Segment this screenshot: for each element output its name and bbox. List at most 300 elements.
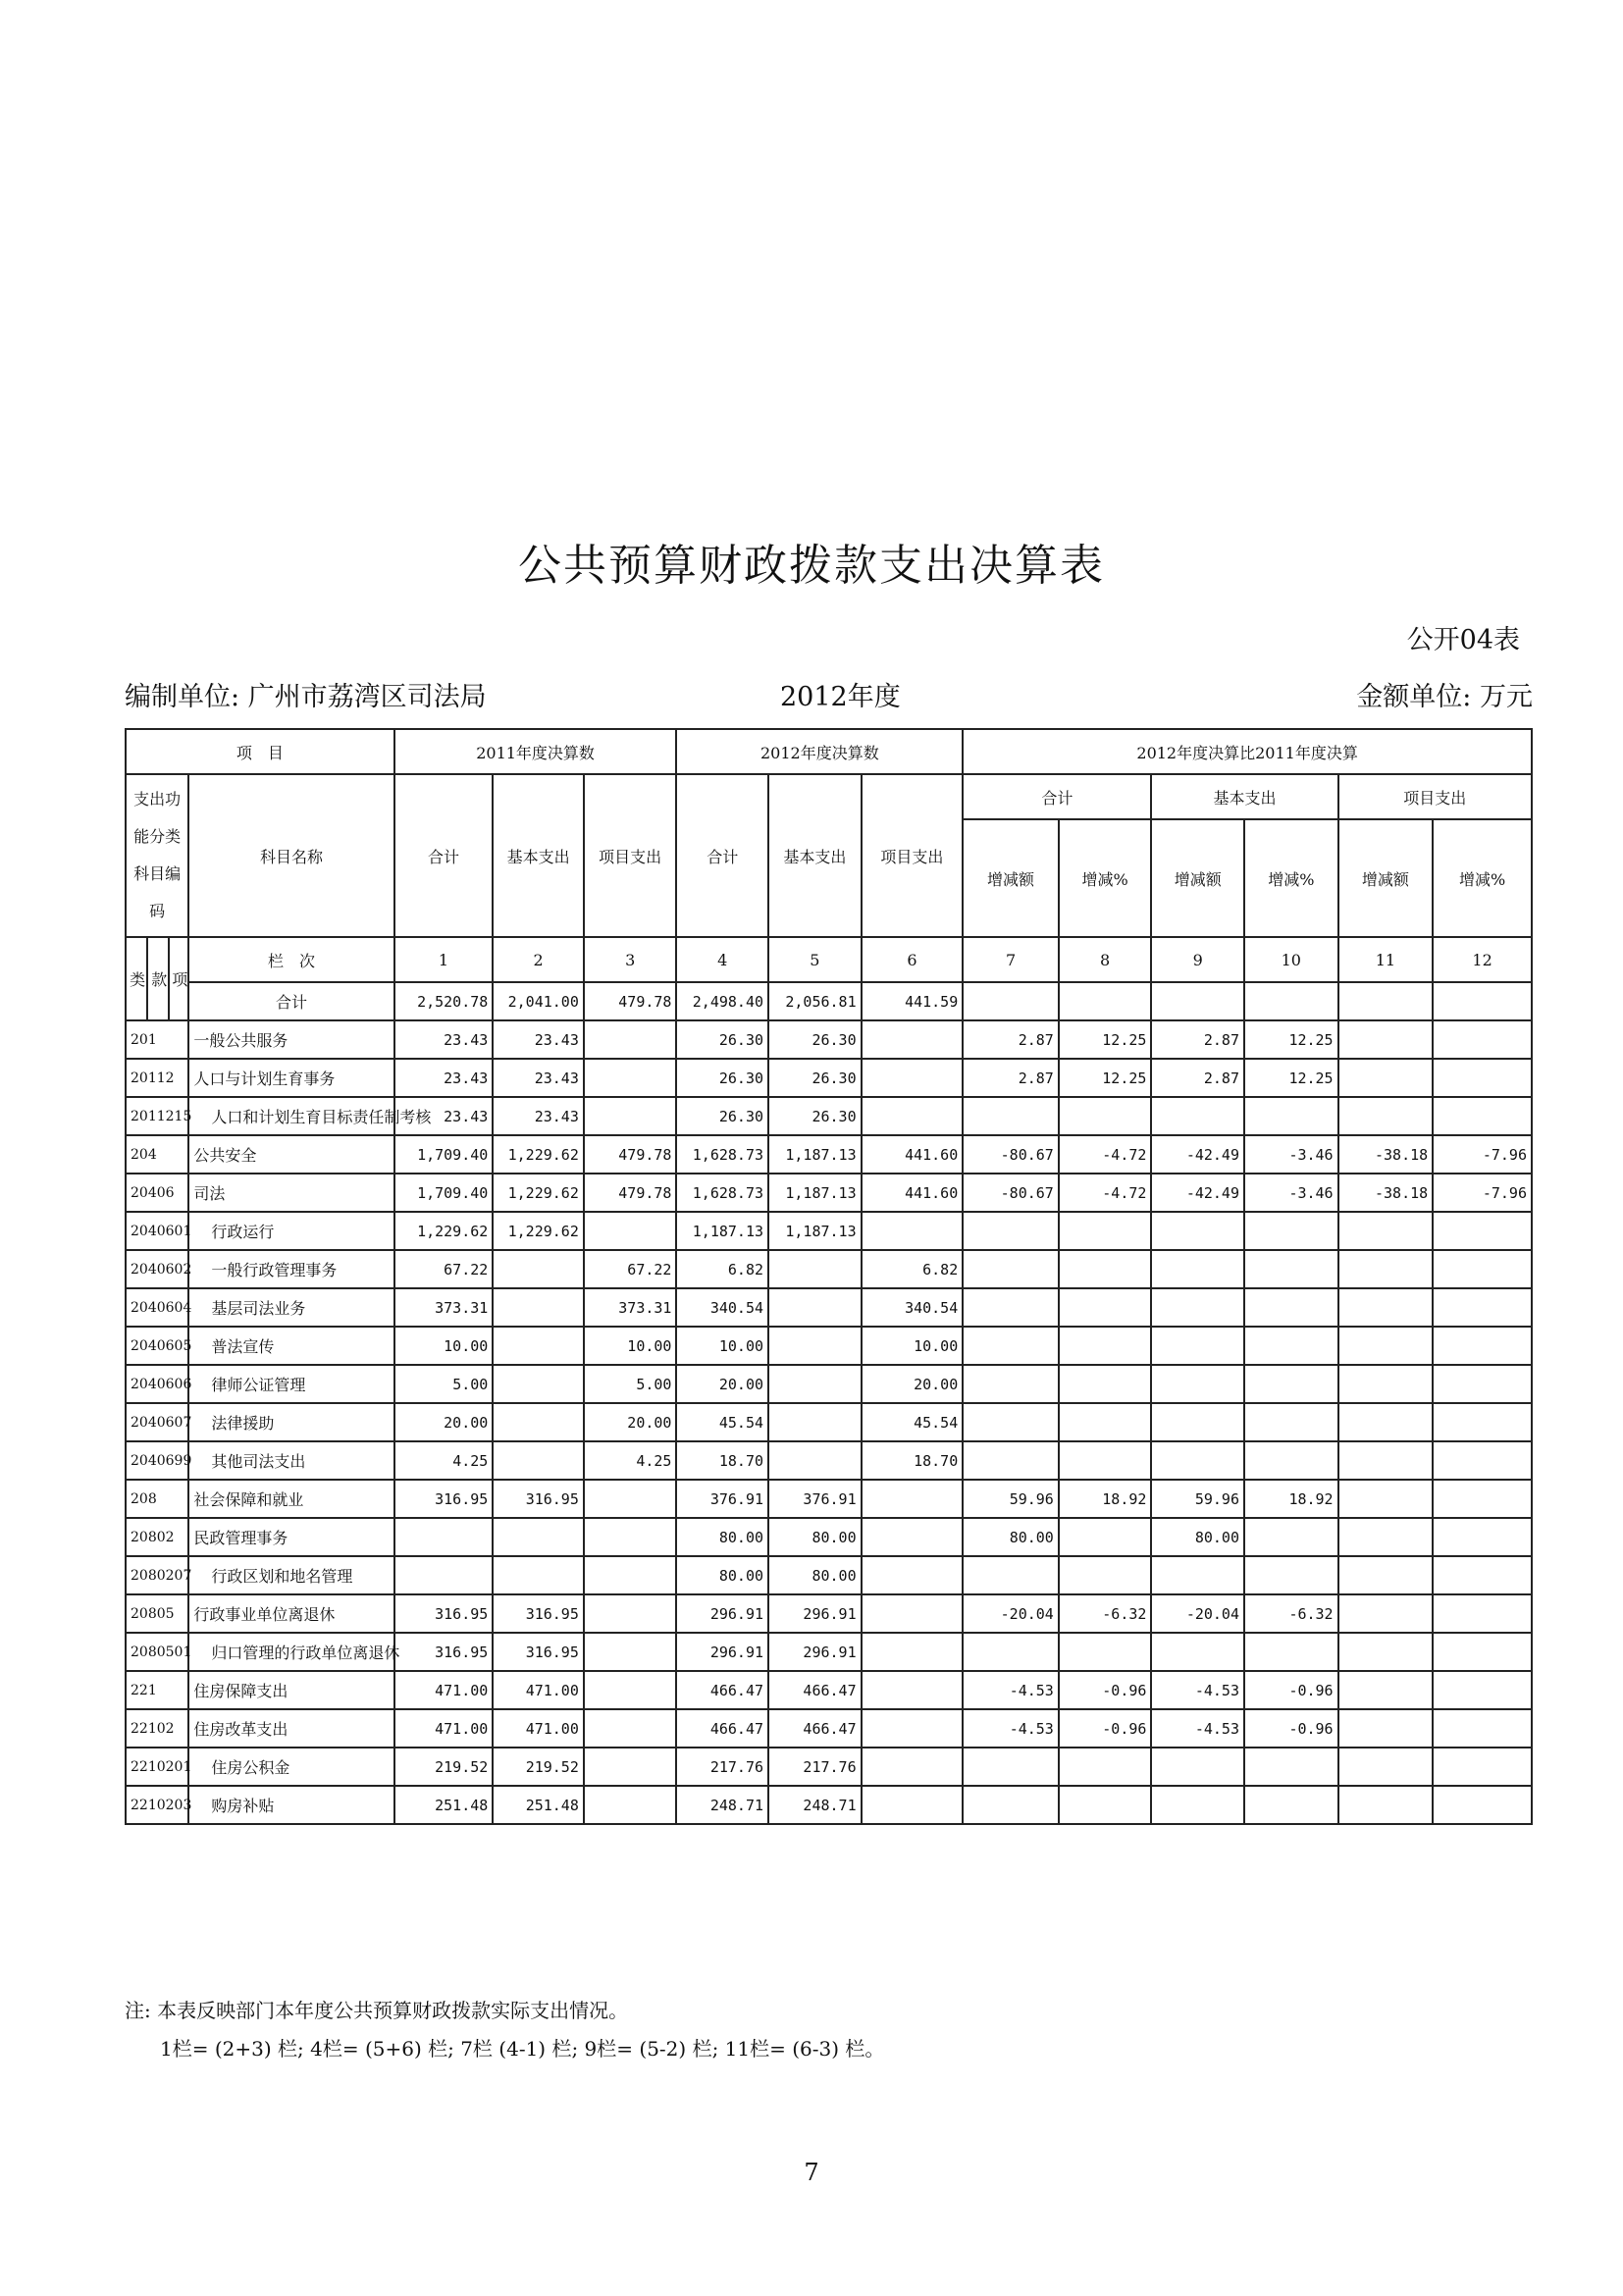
row-value: 316.95	[394, 1594, 494, 1633]
row-value	[1244, 1288, 1338, 1327]
row-value: 466.47	[676, 1709, 768, 1748]
row-value: 376.91	[768, 1480, 862, 1518]
row-value	[1151, 1633, 1244, 1671]
row-value: 1,229.62	[493, 1174, 584, 1212]
row-value: 296.91	[768, 1633, 862, 1671]
row-value: 12.25	[1059, 1020, 1152, 1059]
row-value: 80.00	[676, 1556, 768, 1594]
row-name: 归口管理的行政单位离退休	[188, 1633, 393, 1671]
row-value: 20.00	[862, 1365, 964, 1403]
row-value: -80.67	[963, 1174, 1059, 1212]
row-value: -4.72	[1059, 1174, 1152, 1212]
row-value	[1338, 1709, 1434, 1748]
column-number: 2	[493, 937, 584, 982]
header-2012-project: 项目支出	[862, 774, 964, 937]
row-value	[1338, 1671, 1434, 1709]
row-value: -38.18	[1338, 1135, 1434, 1174]
row-value: 466.47	[676, 1671, 768, 1709]
row-value	[1433, 1327, 1532, 1365]
row-value: 23.43	[394, 1097, 494, 1135]
header-2011-total: 合计	[394, 774, 494, 937]
row-value	[862, 1212, 964, 1250]
row-value	[1151, 1288, 1244, 1327]
row-value	[1151, 1097, 1244, 1135]
row-value	[963, 1633, 1059, 1671]
row-value	[1059, 1633, 1152, 1671]
row-code: 2080501	[126, 1633, 188, 1671]
row-code: 2040604	[126, 1288, 188, 1327]
table-row	[126, 1174, 1532, 1212]
row-value	[862, 1709, 964, 1748]
column-number: 12	[1433, 937, 1532, 982]
row-value: 26.30	[768, 1097, 862, 1135]
row-name: 住房保障支出	[188, 1671, 393, 1709]
row-name: 公共安全	[188, 1135, 393, 1174]
budget-table	[125, 728, 1533, 1825]
total-value: 2,520.78	[394, 982, 494, 1020]
row-value: 59.96	[963, 1480, 1059, 1518]
row-name: 一般行政管理事务	[188, 1250, 393, 1288]
row-value: 12.25	[1244, 1020, 1338, 1059]
row-value	[1338, 1633, 1434, 1671]
row-code: 2210203	[126, 1786, 188, 1824]
row-value: 45.54	[862, 1403, 964, 1441]
table-row	[126, 1097, 1532, 1135]
header-inc-pct: 增减%	[1244, 819, 1338, 937]
row-value: 217.76	[676, 1748, 768, 1786]
row-value: -6.32	[1059, 1594, 1152, 1633]
header-cmp-project: 项目支出	[1338, 774, 1532, 819]
row-value: -0.96	[1244, 1671, 1338, 1709]
row-value: 296.91	[676, 1594, 768, 1633]
row-name: 行政事业单位离退休	[188, 1594, 393, 1633]
row-value	[862, 1556, 964, 1594]
row-value: 80.00	[768, 1518, 862, 1556]
row-value	[1059, 1518, 1152, 1556]
total-value: 479.78	[584, 982, 677, 1020]
row-code: 20802	[126, 1518, 188, 1556]
row-value: 10.00	[584, 1327, 677, 1365]
row-code: 20805	[126, 1594, 188, 1633]
row-value	[1338, 1748, 1434, 1786]
row-value	[1433, 1212, 1532, 1250]
row-value	[1433, 1059, 1532, 1097]
row-value: -4.72	[1059, 1135, 1152, 1174]
row-value	[1433, 1403, 1532, 1441]
row-value	[1433, 1020, 1532, 1059]
row-value	[1433, 1518, 1532, 1556]
row-value	[1338, 1594, 1434, 1633]
row-value: 1,229.62	[493, 1212, 584, 1250]
row-code: 2040606	[126, 1365, 188, 1403]
column-number: 11	[1338, 937, 1434, 982]
row-name: 社会保障和就业	[188, 1480, 393, 1518]
row-value: 23.43	[493, 1097, 584, 1135]
row-value: 1,187.13	[768, 1212, 862, 1250]
row-value	[862, 1748, 964, 1786]
row-value	[1433, 1250, 1532, 1288]
row-value: 23.43	[394, 1020, 494, 1059]
row-value	[1338, 1403, 1434, 1441]
row-name: 基层司法业务	[188, 1288, 393, 1327]
row-value	[1151, 1327, 1244, 1365]
row-value	[862, 1020, 964, 1059]
row-value: 373.31	[394, 1288, 494, 1327]
row-value	[1059, 1288, 1152, 1327]
row-name: 民政管理事务	[188, 1518, 393, 1556]
row-value	[963, 1212, 1059, 1250]
row-value: -20.04	[963, 1594, 1059, 1633]
row-value: 316.95	[394, 1633, 494, 1671]
row-value: 466.47	[768, 1671, 862, 1709]
row-value	[1338, 1441, 1434, 1480]
row-value: 479.78	[584, 1135, 677, 1174]
page-number: 7	[804, 2159, 819, 2186]
row-value	[768, 1250, 862, 1288]
header-inc-pct: 增减%	[1433, 819, 1532, 937]
row-value	[1338, 1518, 1434, 1556]
row-value	[1151, 1403, 1244, 1441]
row-value: 316.95	[394, 1480, 494, 1518]
table-row	[126, 1594, 1532, 1633]
row-value: 23.43	[493, 1059, 584, 1097]
row-value	[963, 1250, 1059, 1288]
header-2011-basic: 基本支出	[493, 774, 584, 937]
row-code: 22102	[126, 1709, 188, 1748]
row-value	[584, 1671, 677, 1709]
row-value: 45.54	[676, 1403, 768, 1441]
row-value: 441.60	[862, 1174, 964, 1212]
row-value	[1244, 1250, 1338, 1288]
row-value: 80.00	[963, 1518, 1059, 1556]
row-value	[1059, 1786, 1152, 1824]
row-value: -0.96	[1244, 1709, 1338, 1748]
row-value	[1059, 1403, 1152, 1441]
row-value	[768, 1288, 862, 1327]
row-value	[1244, 1097, 1338, 1135]
row-value: -4.53	[1151, 1671, 1244, 1709]
row-value: -3.46	[1244, 1135, 1338, 1174]
row-value	[584, 1633, 677, 1671]
total-value: 2,498.40	[676, 982, 768, 1020]
row-value: 251.48	[394, 1786, 494, 1824]
row-code: 2080207	[126, 1556, 188, 1594]
header-name: 科目名称	[188, 774, 393, 937]
row-value	[1433, 1441, 1532, 1480]
row-value	[1244, 1327, 1338, 1365]
total-value: 2,041.00	[493, 982, 584, 1020]
row-value	[963, 1441, 1059, 1480]
row-value: 441.60	[862, 1135, 964, 1174]
table-row	[126, 1327, 1532, 1365]
row-name: 司法	[188, 1174, 393, 1212]
row-code: 2040607	[126, 1403, 188, 1441]
row-value	[1151, 1748, 1244, 1786]
row-value: 340.54	[676, 1288, 768, 1327]
row-value: -38.18	[1338, 1174, 1434, 1212]
row-value	[1244, 1518, 1338, 1556]
row-value: 26.30	[676, 1059, 768, 1097]
row-value	[768, 1441, 862, 1480]
row-value: 219.52	[493, 1748, 584, 1786]
row-value: 80.00	[676, 1518, 768, 1556]
row-value	[493, 1327, 584, 1365]
row-value: 1,709.40	[394, 1174, 494, 1212]
table-row	[126, 1556, 1532, 1594]
row-value	[1338, 1097, 1434, 1135]
row-value	[1433, 1786, 1532, 1824]
row-value	[1433, 1594, 1532, 1633]
header-2012-total: 合计	[676, 774, 768, 937]
row-value	[1433, 1709, 1532, 1748]
row-value	[1433, 1097, 1532, 1135]
total-value	[1338, 982, 1434, 1020]
table-row	[126, 1748, 1532, 1786]
total-value	[1059, 982, 1152, 1020]
total-value	[963, 982, 1059, 1020]
row-value: 1,229.62	[493, 1135, 584, 1174]
row-code: 201	[126, 1020, 188, 1059]
row-value: 12.25	[1244, 1059, 1338, 1097]
row-name: 一般公共服务	[188, 1020, 393, 1059]
row-value	[1433, 1288, 1532, 1327]
row-value	[584, 1709, 677, 1748]
row-value: 10.00	[862, 1327, 964, 1365]
row-value: 26.30	[768, 1020, 862, 1059]
compiling-unit: 编制单位: 广州市荔湾区司法局	[125, 682, 487, 712]
row-value	[1244, 1212, 1338, 1250]
row-name: 行政区划和地名管理	[188, 1556, 393, 1594]
row-value: 67.22	[584, 1250, 677, 1288]
row-value	[1338, 1365, 1434, 1403]
row-value: -4.53	[963, 1671, 1059, 1709]
row-value	[1433, 1556, 1532, 1594]
row-code: 2011215	[126, 1097, 188, 1135]
row-value	[862, 1786, 964, 1824]
row-value: 373.31	[584, 1288, 677, 1327]
row-value: -42.49	[1151, 1135, 1244, 1174]
row-value	[1338, 1059, 1434, 1097]
row-value: 20.00	[584, 1403, 677, 1441]
row-value: 1,187.13	[768, 1174, 862, 1212]
row-value: 340.54	[862, 1288, 964, 1327]
total-label: 合计	[188, 982, 393, 1020]
column-number: 4	[676, 937, 768, 982]
row-value: 6.82	[676, 1250, 768, 1288]
row-value	[1433, 1633, 1532, 1671]
header-2012-basic: 基本支出	[768, 774, 862, 937]
header-inc-amt: 增减额	[1151, 819, 1244, 937]
column-number: 9	[1151, 937, 1244, 982]
row-value	[394, 1556, 494, 1594]
row-value	[493, 1441, 584, 1480]
row-value: 80.00	[768, 1556, 862, 1594]
row-value	[493, 1288, 584, 1327]
table-row	[126, 1441, 1532, 1480]
row-value	[394, 1518, 494, 1556]
row-value	[1059, 1365, 1152, 1403]
row-value: 2.87	[1151, 1020, 1244, 1059]
row-value	[963, 1288, 1059, 1327]
row-value	[1151, 1250, 1244, 1288]
row-value	[1338, 1288, 1434, 1327]
row-value: 471.00	[394, 1671, 494, 1709]
column-number: 6	[862, 937, 964, 982]
row-value: 316.95	[493, 1594, 584, 1633]
row-value	[493, 1250, 584, 1288]
table-row	[126, 1518, 1532, 1556]
table-row	[126, 1059, 1532, 1097]
row-value	[862, 1671, 964, 1709]
row-value	[963, 1327, 1059, 1365]
row-value: -4.53	[1151, 1709, 1244, 1748]
row-code: 2040601	[126, 1212, 188, 1250]
row-value	[1338, 1212, 1434, 1250]
row-value	[963, 1748, 1059, 1786]
row-value: 296.91	[676, 1633, 768, 1671]
row-value: 26.30	[676, 1097, 768, 1135]
row-value: -80.67	[963, 1135, 1059, 1174]
header-cmp-total: 合计	[963, 774, 1151, 819]
row-value: 1,628.73	[676, 1174, 768, 1212]
row-value: 23.43	[394, 1059, 494, 1097]
row-value: 217.76	[768, 1748, 862, 1786]
header-code: 支出功能分类科目编码	[126, 774, 188, 937]
row-value	[1433, 1748, 1532, 1786]
table-row	[126, 1671, 1532, 1709]
row-value	[768, 1365, 862, 1403]
header-cmp-basic: 基本支出	[1151, 774, 1337, 819]
row-value: 466.47	[768, 1709, 862, 1748]
table-row	[126, 1786, 1532, 1824]
header-2011: 2011年度决算数	[394, 729, 677, 774]
row-value	[493, 1518, 584, 1556]
header-compare: 2012年度决算比2011年度决算	[963, 729, 1532, 774]
row-value	[493, 1556, 584, 1594]
row-value	[1059, 1327, 1152, 1365]
row-value	[584, 1748, 677, 1786]
row-value: 10.00	[676, 1327, 768, 1365]
row-value	[584, 1020, 677, 1059]
row-value	[1151, 1365, 1244, 1403]
header-lanci: 栏 次	[188, 937, 393, 982]
row-value: 471.00	[493, 1709, 584, 1748]
row-value	[768, 1327, 862, 1365]
row-value: 316.95	[493, 1633, 584, 1671]
row-value: 1,229.62	[394, 1212, 494, 1250]
row-value: 296.91	[768, 1594, 862, 1633]
row-value	[963, 1786, 1059, 1824]
row-value: 23.43	[493, 1020, 584, 1059]
row-value	[862, 1594, 964, 1633]
column-number: 7	[963, 937, 1059, 982]
row-value	[963, 1556, 1059, 1594]
column-number: 3	[584, 937, 677, 982]
row-value: 20.00	[676, 1365, 768, 1403]
row-value: 219.52	[394, 1748, 494, 1786]
row-value: 12.25	[1059, 1059, 1152, 1097]
row-value	[1244, 1633, 1338, 1671]
row-name: 普法宣传	[188, 1327, 393, 1365]
table-row	[126, 1709, 1532, 1748]
column-number: 10	[1244, 937, 1338, 982]
row-value	[1151, 1212, 1244, 1250]
row-value: -0.96	[1059, 1709, 1152, 1748]
row-name: 人口与计划生育事务	[188, 1059, 393, 1097]
header-2011-project: 项目支出	[584, 774, 677, 937]
row-code: 20112	[126, 1059, 188, 1097]
row-name: 住房改革支出	[188, 1709, 393, 1748]
table-row	[126, 1020, 1532, 1059]
row-value: 471.00	[394, 1709, 494, 1748]
row-value	[1244, 1403, 1338, 1441]
row-name: 律师公证管理	[188, 1365, 393, 1403]
row-value	[584, 1556, 677, 1594]
row-value: 59.96	[1151, 1480, 1244, 1518]
row-value: 1,709.40	[394, 1135, 494, 1174]
row-value: 6.82	[862, 1250, 964, 1288]
amount-unit: 金额单位: 万元	[1356, 682, 1533, 712]
row-value	[1244, 1556, 1338, 1594]
row-value	[584, 1212, 677, 1250]
row-name: 其他司法支出	[188, 1441, 393, 1480]
note-line-2: 1栏= (2+3) 栏; 4栏= (5+6) 栏; 7栏 (4-1) 栏; 9栏= (5-2) 栏; 11栏= (6-3) 栏。	[160, 2037, 885, 2061]
table-row	[126, 1633, 1532, 1671]
column-number: 5	[768, 937, 862, 982]
row-value: 18.92	[1059, 1480, 1152, 1518]
row-value	[963, 1365, 1059, 1403]
row-value: 2.87	[963, 1020, 1059, 1059]
row-value: 1,187.13	[676, 1212, 768, 1250]
row-value	[584, 1480, 677, 1518]
row-code: 2040605	[126, 1327, 188, 1365]
row-code: 20406	[126, 1174, 188, 1212]
row-value: -6.32	[1244, 1594, 1338, 1633]
row-value: 1,628.73	[676, 1135, 768, 1174]
total-value	[1151, 982, 1244, 1020]
row-value	[493, 1365, 584, 1403]
row-name: 行政运行	[188, 1212, 393, 1250]
row-name: 住房公积金	[188, 1748, 393, 1786]
row-value: 248.71	[676, 1786, 768, 1824]
row-value: -4.53	[963, 1709, 1059, 1748]
row-value: 2.87	[1151, 1059, 1244, 1097]
total-value: 2,056.81	[768, 982, 862, 1020]
row-value	[1059, 1748, 1152, 1786]
row-value	[1433, 1480, 1532, 1518]
total-value	[1244, 982, 1338, 1020]
row-value	[1151, 1441, 1244, 1480]
row-value: 1,187.13	[768, 1135, 862, 1174]
row-value	[1151, 1556, 1244, 1594]
table-row	[126, 1403, 1532, 1441]
row-value: 26.30	[676, 1020, 768, 1059]
row-value: -7.96	[1433, 1135, 1532, 1174]
table-row	[126, 1250, 1532, 1288]
form-number: 公开04表	[1406, 625, 1520, 655]
row-value	[862, 1518, 964, 1556]
row-code: 221	[126, 1671, 188, 1709]
row-code: 2040602	[126, 1250, 188, 1288]
row-value: 80.00	[1151, 1518, 1244, 1556]
row-value	[1059, 1212, 1152, 1250]
header-item: 项 目	[126, 729, 394, 774]
row-value	[862, 1059, 964, 1097]
header-lei: 类	[126, 937, 147, 1020]
header-inc-amt: 增减额	[1338, 819, 1434, 937]
row-value: 479.78	[584, 1174, 677, 1212]
row-value: 2.87	[963, 1059, 1059, 1097]
